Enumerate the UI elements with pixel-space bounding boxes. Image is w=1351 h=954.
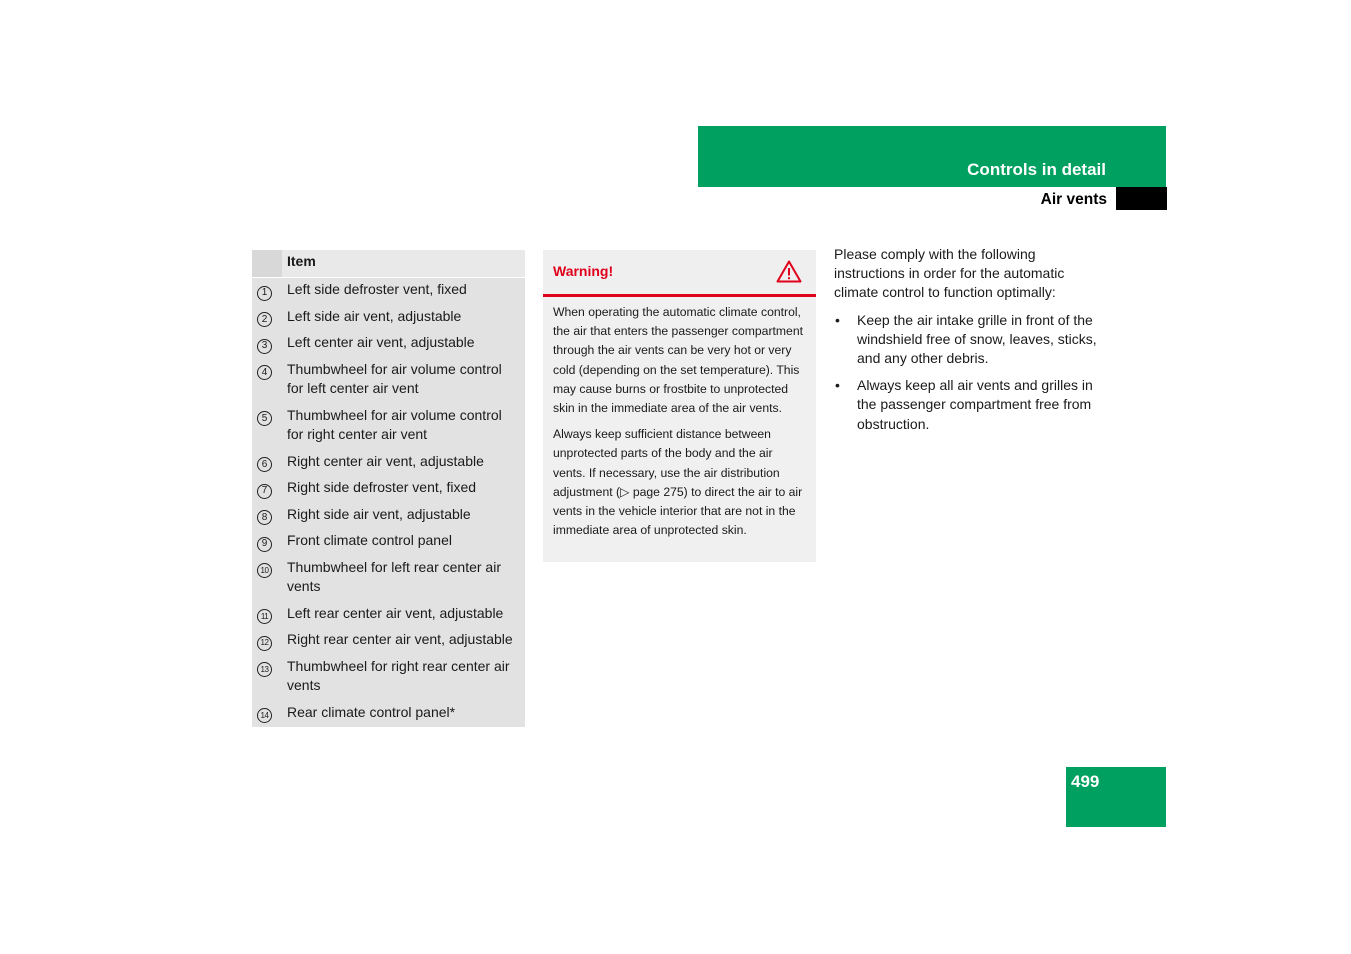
item-table [252, 250, 525, 727]
table-row [252, 503, 525, 530]
section-header-band [698, 126, 1166, 187]
section-title: Controls in detail [967, 160, 1106, 179]
item-number-badge: 12 [257, 636, 272, 651]
item-description: Thumbwheel for air volume control for right center air vent [287, 406, 502, 442]
item-number-cell [252, 278, 282, 305]
item-number-badge: 10 [257, 563, 272, 578]
table-row [252, 331, 525, 358]
page-number: 499 [1071, 772, 1100, 791]
item-description: Front climate control panel [287, 532, 452, 548]
item-number-cell [252, 476, 282, 503]
item-number-badge: 9 [257, 537, 272, 552]
warning-paragraph-2: Always keep sufficient distance between unprotected parts of the body and the air vents. If necessary, use the air distribution adjustment (▷ page 275) to direct the air to air vents in the vehicle interior that are not in the immediate area of unprotected skin. [553, 427, 803, 538]
item-number-cell [252, 602, 282, 629]
table-row [252, 476, 525, 503]
item-number-cell [252, 305, 282, 332]
item-number-badge: 1 [257, 286, 272, 301]
warning-header [543, 250, 816, 297]
item-number-cell [252, 701, 282, 728]
list-item-text: Keep the air intake grille in front of the windshield free of snow, leaves, sticks, and any other debris. [857, 311, 1097, 367]
bullet-icon: • [835, 311, 840, 328]
table-row [252, 358, 525, 404]
table-row [252, 529, 525, 556]
item-description: Left side defroster vent, fixed [287, 281, 467, 297]
item-table-body [252, 278, 525, 728]
table-row [252, 278, 525, 305]
item-description: Thumbwheel for air volume control for left center air vent [287, 360, 502, 396]
table-item-header: Item [282, 250, 525, 278]
item-number-badge: 3 [257, 339, 272, 354]
item-number-cell [252, 529, 282, 556]
item-description: Left center air vent, adjustable [287, 334, 475, 350]
table-header-row [252, 250, 525, 278]
item-number-cell [252, 556, 282, 602]
table-row [252, 655, 525, 701]
item-number-badge: 4 [257, 365, 272, 380]
instructions-column [834, 245, 1108, 442]
item-number-badge: 7 [257, 484, 272, 499]
item-number-badge: 11 [257, 609, 272, 624]
item-number-badge: 13 [257, 662, 272, 677]
item-number-cell [252, 404, 282, 450]
table-row [252, 701, 525, 728]
subsection-marker [1116, 187, 1167, 210]
item-description: Rear climate control panel* [287, 703, 456, 720]
item-number-badge: 8 [257, 510, 272, 525]
table-row [252, 404, 525, 450]
item-number-cell [252, 628, 282, 655]
table-row [252, 628, 525, 655]
item-number-cell [252, 503, 282, 530]
item-description: Right rear center air vent, adjustable [287, 631, 513, 647]
table-row [252, 450, 525, 477]
list-item [834, 311, 1108, 369]
instructions-list [834, 311, 1108, 434]
table-row [252, 556, 525, 602]
item-number-cell [252, 331, 282, 358]
subsection-title: Air vents [1040, 191, 1107, 208]
item-number-cell [252, 450, 282, 477]
item-description: Left rear center air vent, adjustable [287, 604, 504, 621]
table-row [252, 602, 525, 629]
warning-triangle-icon [776, 260, 802, 283]
item-description: Right center air vent, adjustable [287, 452, 484, 469]
item-number-badge: 14 [257, 708, 272, 723]
list-item [834, 376, 1108, 434]
item-number-badge: 5 [257, 411, 272, 426]
bullet-icon: • [835, 377, 840, 394]
item-description: Left side air vent, adjustable [287, 307, 462, 324]
item-number-cell [252, 655, 282, 701]
item-description: Right side air vent, adjustable [287, 505, 471, 522]
item-description: Right side defroster vent, fixed [287, 479, 477, 495]
list-item-text: Always keep all air vents and grilles in the passenger compartment free from obstruction. [857, 377, 1093, 432]
instructions-intro: Please comply with the following instructions in order for the automatic climate control to function optimally: [834, 246, 1065, 301]
page-number-box [1066, 767, 1166, 827]
warning-body [543, 297, 816, 540]
table-row [252, 305, 525, 332]
warning-paragraph-1: When operating the automatic climate control, the air that enters the passenger compartment through the air vents can be very hot or very cold (depending on the set temperature). This may cause burns or frostbite to unprotected skin in the immediate area of the air vents. [553, 305, 803, 416]
item-description: Thumbwheel for right rear center air vents [287, 657, 510, 693]
warning-title: Warning! [553, 263, 614, 279]
table-number-header [252, 250, 282, 278]
item-number-cell [252, 358, 282, 404]
item-number-badge: 2 [257, 312, 272, 327]
item-number-badge: 6 [257, 457, 272, 472]
warning-box [543, 250, 816, 562]
item-description: Thumbwheel for left rear center air vents [287, 558, 501, 594]
